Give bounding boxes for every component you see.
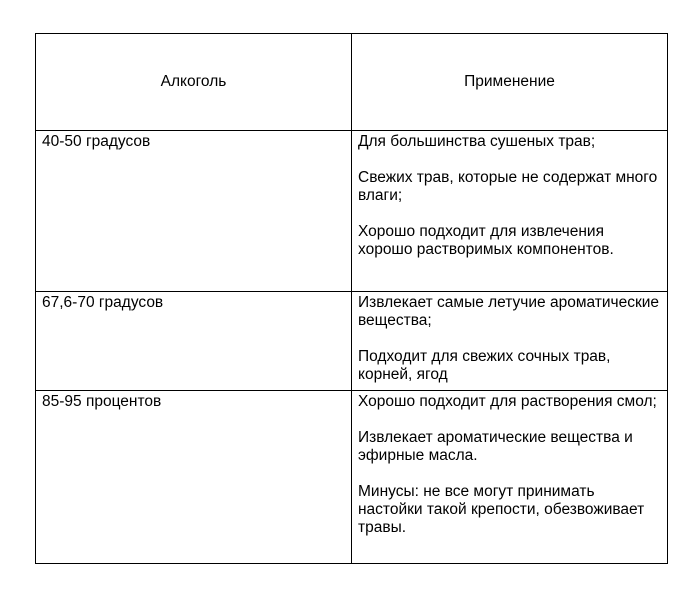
usage-paragraph: Хорошо подходит для извлечения хорошо растворимых компонентов.: [358, 223, 614, 258]
usage-paragraph: Извлекает самые летучие ароматические вещества;: [358, 294, 660, 329]
alcohol-usage-table-container: [35, 33, 667, 564]
table-header-row: [36, 34, 668, 131]
usage-paragraph: Хорошо подходит для растворения смол;: [358, 393, 657, 410]
usage-cell: [352, 292, 668, 391]
alcohol-cell: 40-50 градусов: [36, 131, 352, 292]
usage-paragraph: Извлекает ароматические вещества и эфирные масла.: [358, 429, 633, 464]
table-row: [36, 131, 668, 292]
table-row: [36, 391, 668, 564]
usage-paragraph: Подходит для свежих сочных трав, корней, ягод: [358, 348, 611, 383]
alcohol-cell: 85-95 процентов: [36, 391, 352, 564]
alcohol-usage-table: [35, 33, 668, 564]
alcohol-cell: 67,6-70 градусов: [36, 292, 352, 391]
header-alcohol: Алкоголь: [36, 34, 352, 131]
usage-paragraph: Свежих трав, которые не содержат много влаги;: [358, 169, 658, 204]
usage-paragraph: Для большинства сушеных трав;: [358, 133, 596, 150]
header-usage: Применение: [352, 34, 668, 131]
usage-cell: [352, 131, 668, 292]
table-row: [36, 292, 668, 391]
usage-paragraph: Минусы: не все могут принимать настойки такой крепости, обезвоживает травы.: [358, 483, 645, 536]
usage-cell: [352, 391, 668, 564]
